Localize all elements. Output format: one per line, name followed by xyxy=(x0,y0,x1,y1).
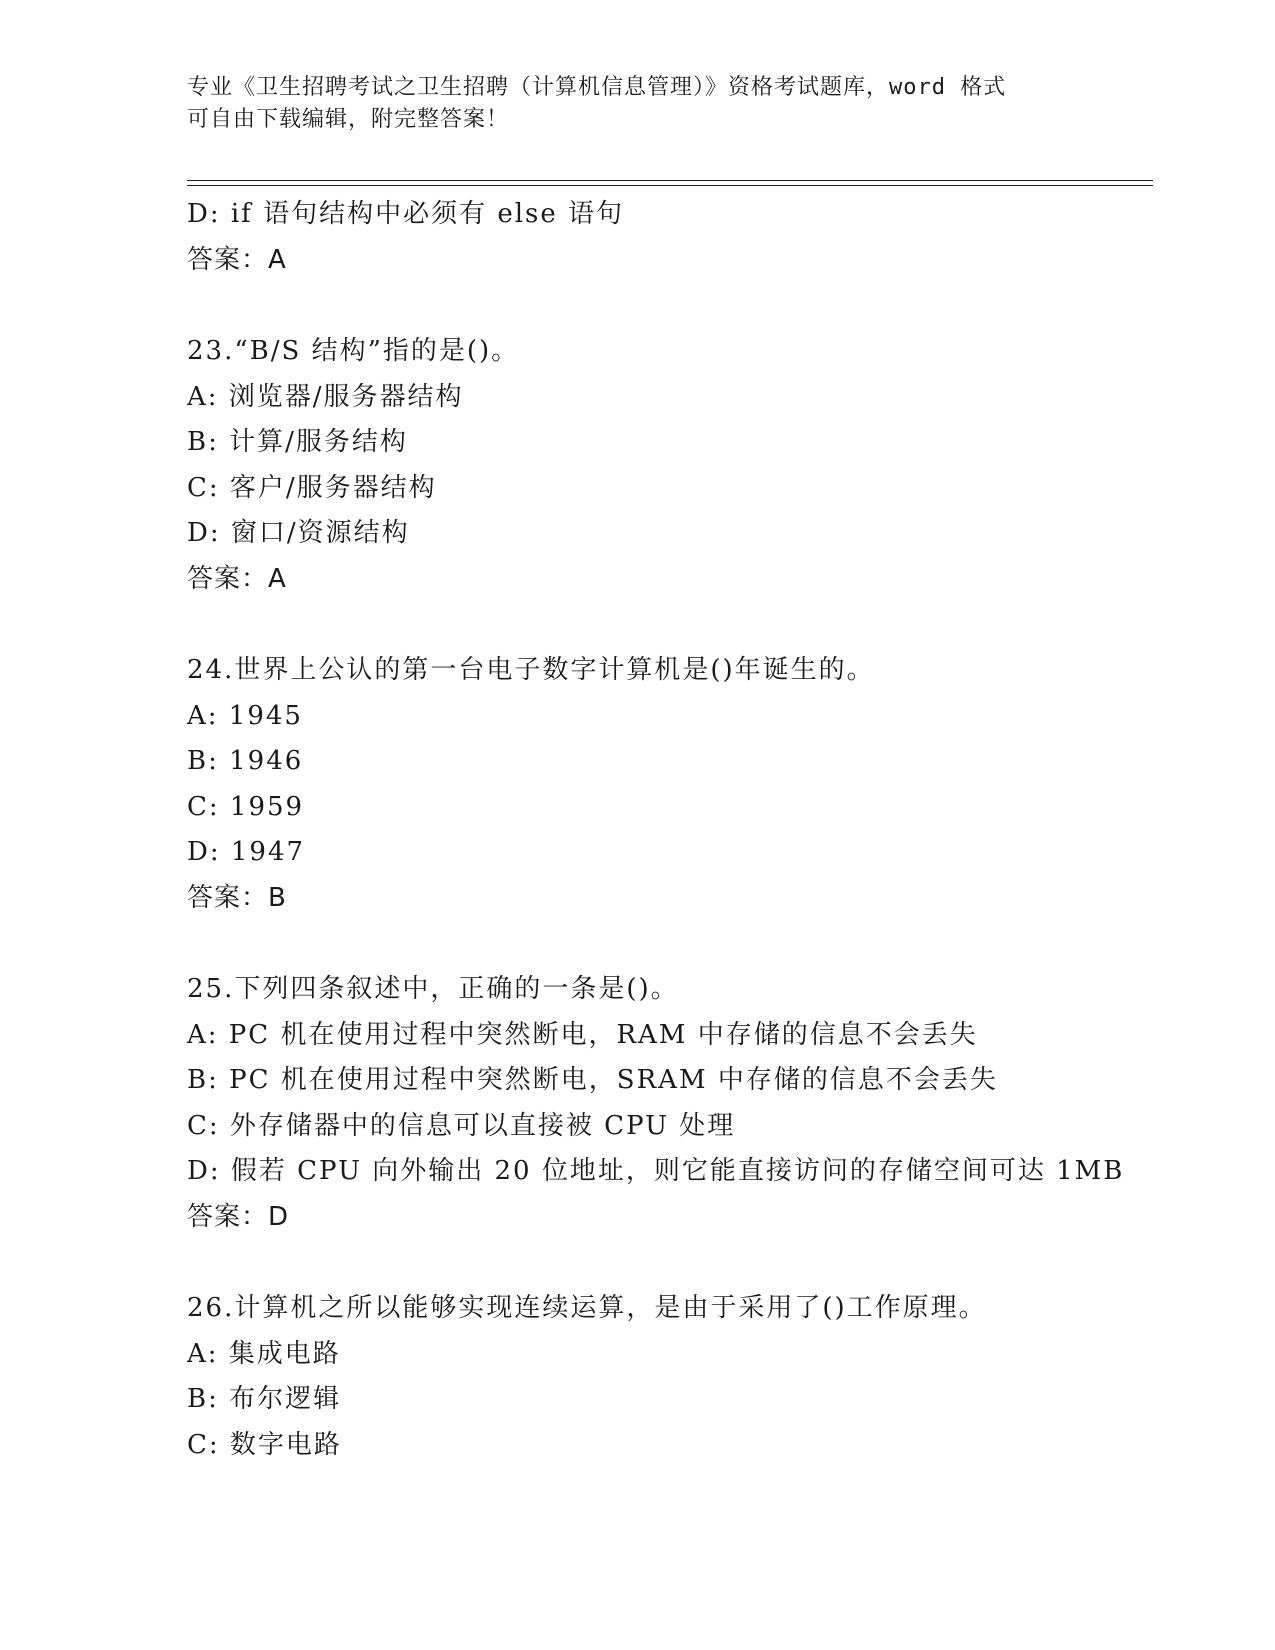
option-d: D: 假若 CPU 向外输出 20 位地址，则它能直接访问的存储空间可达 1MB xyxy=(187,1156,1125,1186)
question-block-23 xyxy=(187,329,1187,602)
answer-line: 答案：A xyxy=(187,244,287,275)
option-a: A: 1945 xyxy=(187,700,303,731)
option-b: B: 布尔逻辑 xyxy=(187,1384,342,1414)
question-text: 26.计算机之所以能够实现连续运算，是由于采用了()工作原理。 xyxy=(187,1293,987,1323)
option-c: C: 数字电路 xyxy=(187,1429,342,1460)
header-divider-bottom xyxy=(187,185,1153,186)
option-b: B: 1946 xyxy=(187,746,304,776)
document-header xyxy=(187,72,1087,136)
answer-line: 答案：D xyxy=(187,1201,290,1232)
question-text: 25.下列四条叙述中，正确的一条是()。 xyxy=(187,974,679,1004)
answer-line: 答案：A xyxy=(187,563,287,594)
answer-line: 答案：B xyxy=(187,882,287,913)
option-c: C: 外存储器中的信息可以直接被 CPU 处理 xyxy=(187,1110,736,1141)
header-line-1: 专业《卫生招聘考试之卫生招聘（计算机信息管理）》资格考试题库，word 格式 xyxy=(187,75,1007,100)
option-d: D: 1947 xyxy=(187,837,306,867)
option-c: C: 1959 xyxy=(187,791,305,822)
option-a: A: 集成电路 xyxy=(187,1338,341,1369)
option-a: A: 浏览器/服务器结构 xyxy=(187,381,464,412)
question-list xyxy=(187,192,1187,1468)
header-divider-top xyxy=(187,180,1153,181)
option-b: B: PC 机在使用过程中突然断电，SRAM 中存储的信息不会丢失 xyxy=(187,1065,998,1095)
question-block-24 xyxy=(187,648,1187,921)
question-text: 24.世界上公认的第一台电子数字计算机是()年诞生的。 xyxy=(187,655,875,685)
option-c: C: 客户/服务器结构 xyxy=(187,472,437,503)
header-line-2: 可自由下载编辑，附完整答案！ xyxy=(187,107,510,132)
option-a: A: PC 机在使用过程中突然断电，RAM 中存储的信息不会丢失 xyxy=(187,1019,978,1050)
option-b: B: 计算/服务结构 xyxy=(187,427,408,457)
option-d: D: 窗口/资源结构 xyxy=(187,518,410,548)
question-text: 23.“B/S 结构”指的是()。 xyxy=(187,336,520,366)
question-block-25 xyxy=(187,967,1187,1240)
question-block-26 xyxy=(187,1286,1187,1468)
option-d: D: if 语句结构中必须有 else 语句 xyxy=(187,199,625,229)
question-block-prev xyxy=(187,192,1187,283)
